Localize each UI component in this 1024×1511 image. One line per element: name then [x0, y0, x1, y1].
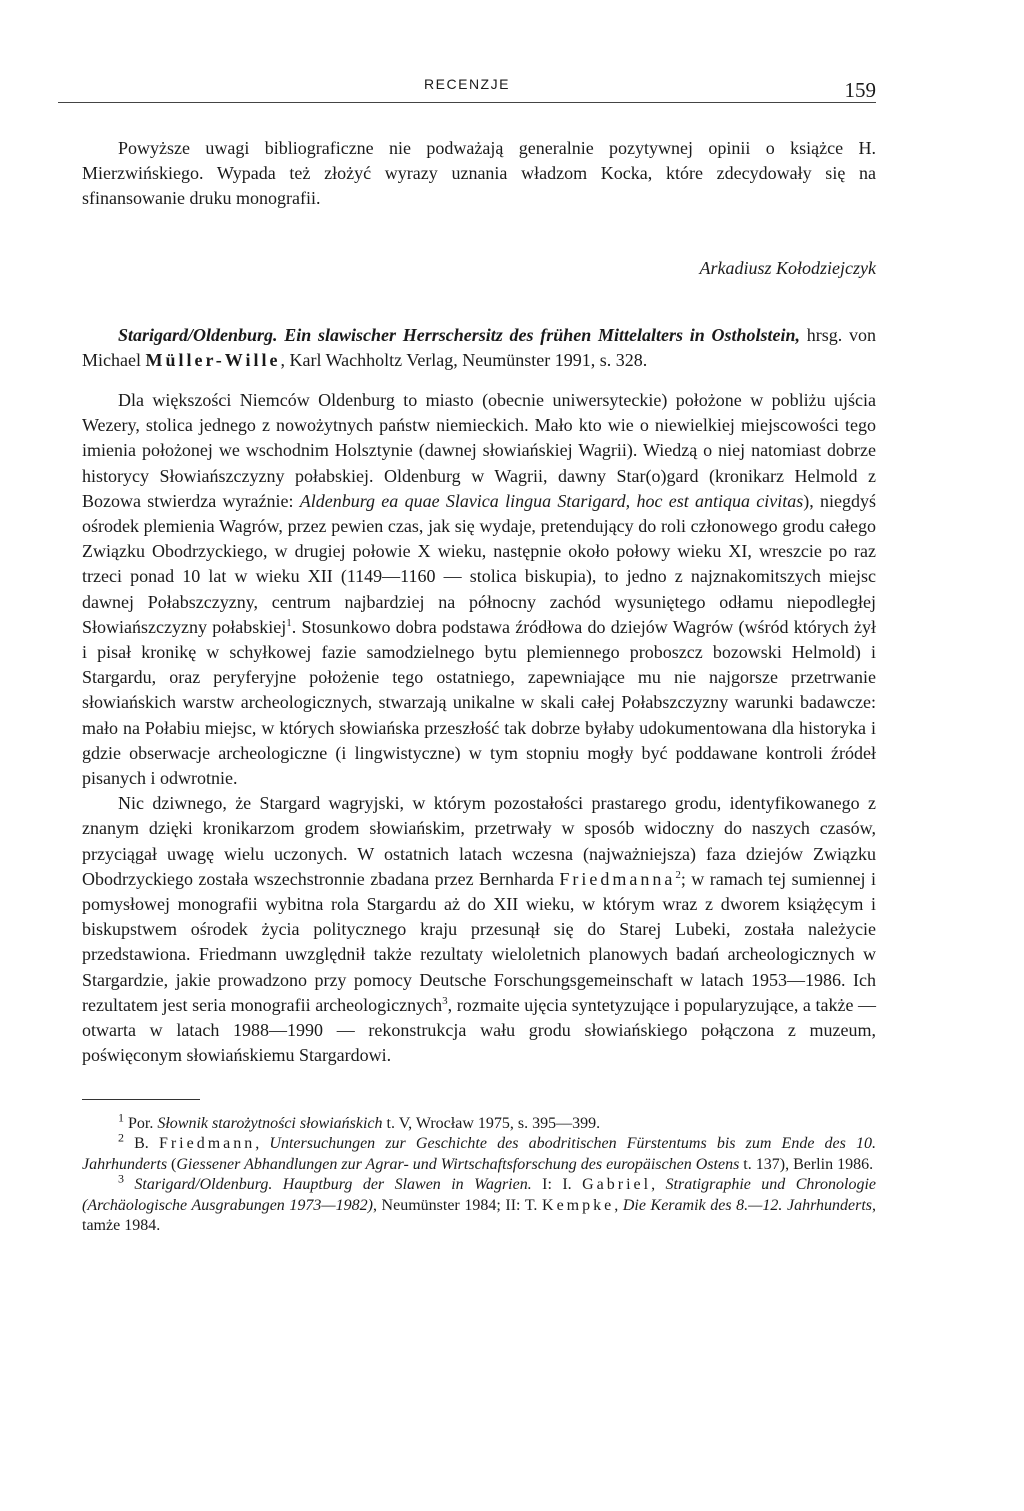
body-paragraph-2: [82, 791, 876, 1068]
text-run: B.: [124, 1135, 159, 1152]
text-run: ,: [651, 1176, 666, 1193]
text-run: , Neumünster 1984; II: T.: [372, 1196, 543, 1214]
text-run: ,: [255, 1135, 270, 1152]
author-name: Friedmanna: [559, 868, 676, 889]
page-header: [58, 70, 876, 110]
review-signature: Arkadiusz Kołodziejczyk: [699, 257, 876, 278]
running-head: RECENZJE: [424, 76, 510, 92]
footnote-number: 3: [118, 1171, 124, 1186]
footnote-ref: 3: [442, 994, 448, 1007]
publisher-info: , Karl Wachholtz Verlag, Neumünster 1991, s. 328.: [280, 349, 648, 370]
page-content: [82, 136, 876, 1237]
text-run: , rozmaite ujęcia syntetyzujące i popularyzujące, a także — otwarta w latach 1988—1990 — rekonstrukcja wału grodu słowiańskiego połączona z muzeum, poświęconym słowiańskiemu Stargardowi.: [82, 994, 877, 1066]
footnote-number: 2: [118, 1130, 124, 1145]
text-run: ,: [614, 1196, 623, 1214]
text-run: Por.: [124, 1114, 158, 1132]
text-run: , tamże 1984.: [82, 1196, 877, 1234]
footnote-title: Stratigraphie und Chronologie (Archäologische Ausgrabungen 1973—1982): [82, 1176, 877, 1214]
footnote-ref: 2: [675, 868, 681, 881]
text-run: (: [167, 1155, 177, 1173]
text-run: ; w ramach tej sumiennej i pomysłowej monografii wybitna rola Stargardu aż do XII wieku, w którym wraz z dworem książęcym i biskupstwem ośrodek życia politycznego kraju przesunął się do Starej Lubeki, została należycie przedstawiona. Friedmann uwzględnił także rezultaty wieloletnich planowych badań archeologicznych w Stargardzie, jakie prowadzono przy pomocy Deutsche Forschungsgemeinschaft w latach 1953—1986. Ich rezultatem jest seria monografii archeologicznych: [82, 868, 876, 1015]
footnote-number: 1: [118, 1110, 124, 1125]
text-run: t. V, Wrocław 1975, s. 395—399.: [382, 1114, 601, 1132]
footnote-ref: 1: [286, 616, 292, 629]
text-run: ), niegdyś ośrodek plemienia Wagrów, przez pewien czas, jak się wydaje, pretendujący do roli członowego grodu całego Związku Obodrzyckiego, w drugiej połowie X wieku, następnie około połowy wieku XI, wreszcie po raz trzeci ponad 10 lat w wieku XII (1149—1160 — stolica biskupia), to jedno z najznakomitszych miejsc dawnej Połabszczyzny, centrum najbardziej na północny zachód wysuniętego odłamu niepodległej Słowiańszczyzny połabskiej: [82, 490, 876, 637]
body-paragraph-1: [82, 388, 876, 791]
footnote-rule: [82, 1099, 200, 1100]
footnote-3: [82, 1171, 877, 1237]
text-run: Nic dziwnego, że Stargard wagryjski, w którym pozostałości prastarego grodu, identyfikowanego z znanym dzięki kronikarzom grodem słowiańskim, przetrwały w sposób widoczny do naszych czasów, przyciągał uwagę wielu uczonych. W ostatnich latach wczesna (najważniejsza) faza dziejów Związku Obodrzyckiego została wszechstronnie zbadana przez Bernharda: [82, 793, 876, 889]
editor-name: Müller-Wille: [145, 349, 281, 370]
latin-quote: Aldenburg ea quae Slavica lingua Starigard, hoc est antiqua civitas: [299, 490, 804, 511]
review-body: [82, 388, 876, 1068]
text-run: t. 137), Berlin 1986.: [739, 1155, 874, 1173]
footnote-1: [82, 1110, 876, 1135]
footnote-series: Giessener Abhandlungen zur Agrar- und Wirtschaftsforschung des europäischen Ostens: [176, 1155, 740, 1173]
footnote-author: Kempke: [542, 1196, 615, 1214]
header-rule: [58, 102, 876, 103]
footnote-author: Friedmann: [158, 1135, 256, 1152]
footnote-title: Starigard/Oldenburg. Hauptburg der Slawen in Wagrien.: [124, 1176, 532, 1193]
reviewed-book-title: Starigard/Oldenburg. Ein slawischer Herrschersitz des frühen Mittelalters in Ostholstein,: [118, 324, 801, 345]
footnote-2: [82, 1130, 877, 1175]
page-number: 159: [844, 78, 876, 102]
review-heading: [82, 323, 876, 373]
text-run: I: I.: [531, 1176, 583, 1193]
footnote-title: Die Keramik des 8.—12. Jahrhunderts: [622, 1196, 873, 1214]
footnote-title: Słownik starożytności słowiańskich: [157, 1114, 383, 1132]
intro-paragraph: Powyższe uwagi bibliograficzne nie podważają generalnie pozytywnej opinii o książce H. Mierzwińskiego. Wypada też złożyć wyrazy uznania władzom Kocka, które zdecydowały się na sfinansowanie druku monografii.: [82, 138, 876, 209]
footnote-title: Untersuchungen zur Geschichte des abodritischen Fürstentums bis zum Ende des 10. Jahrhunderts: [82, 1135, 877, 1173]
text-run: . Stosunkowo dobra podstawa źródłowa do dziejów Wagrów (wśród których żył i pisał kronikę w schyłkowej fazie samodzielnego bytu plemiennego proboszcz bozowski Helmold) i Stargardu, oraz peryferyjne położenie tego ostatniego, zapewniające mu nie najgorsze przetrwanie słowiańskich warstw archeologicznych, stwarzają unikalne w skali całej Połabszczyzny warunki badawcze: mało na Połabiu miejsc, w których słowiańska przeszłość tak dobrze byłaby udokumentowana dla historyka i gdzie obserwacje archeologiczne (i lingwistyczne) w tym stopniu mogły być poddawane kontroli źródeł pisanych i odwrotnie.: [82, 616, 876, 789]
editor-prefix: hrsg. von Michael: [82, 324, 876, 370]
footnote-author: Gabriel: [582, 1176, 652, 1193]
text-run: Dla większości Niemców Oldenburg to miasto (obecnie uniwersyteckie) położone w pobliżu ujścia Wezery, stolica jednego z nowożytnych państw niemieckich. Mało kto wie o niewielkiej miejscowości tego imienia położonej we wschodnim Holsztynie (dawnej słowiańskiej Wagrii). Wiedzą o niej natomiast dobrze historycy Słowiańszczyzny połabskiej. Oldenburg w Wagrii, dawny Star(o)gard (kronikarz Helmold z Bozowa stwierdza wyraźnie:: [82, 390, 876, 511]
